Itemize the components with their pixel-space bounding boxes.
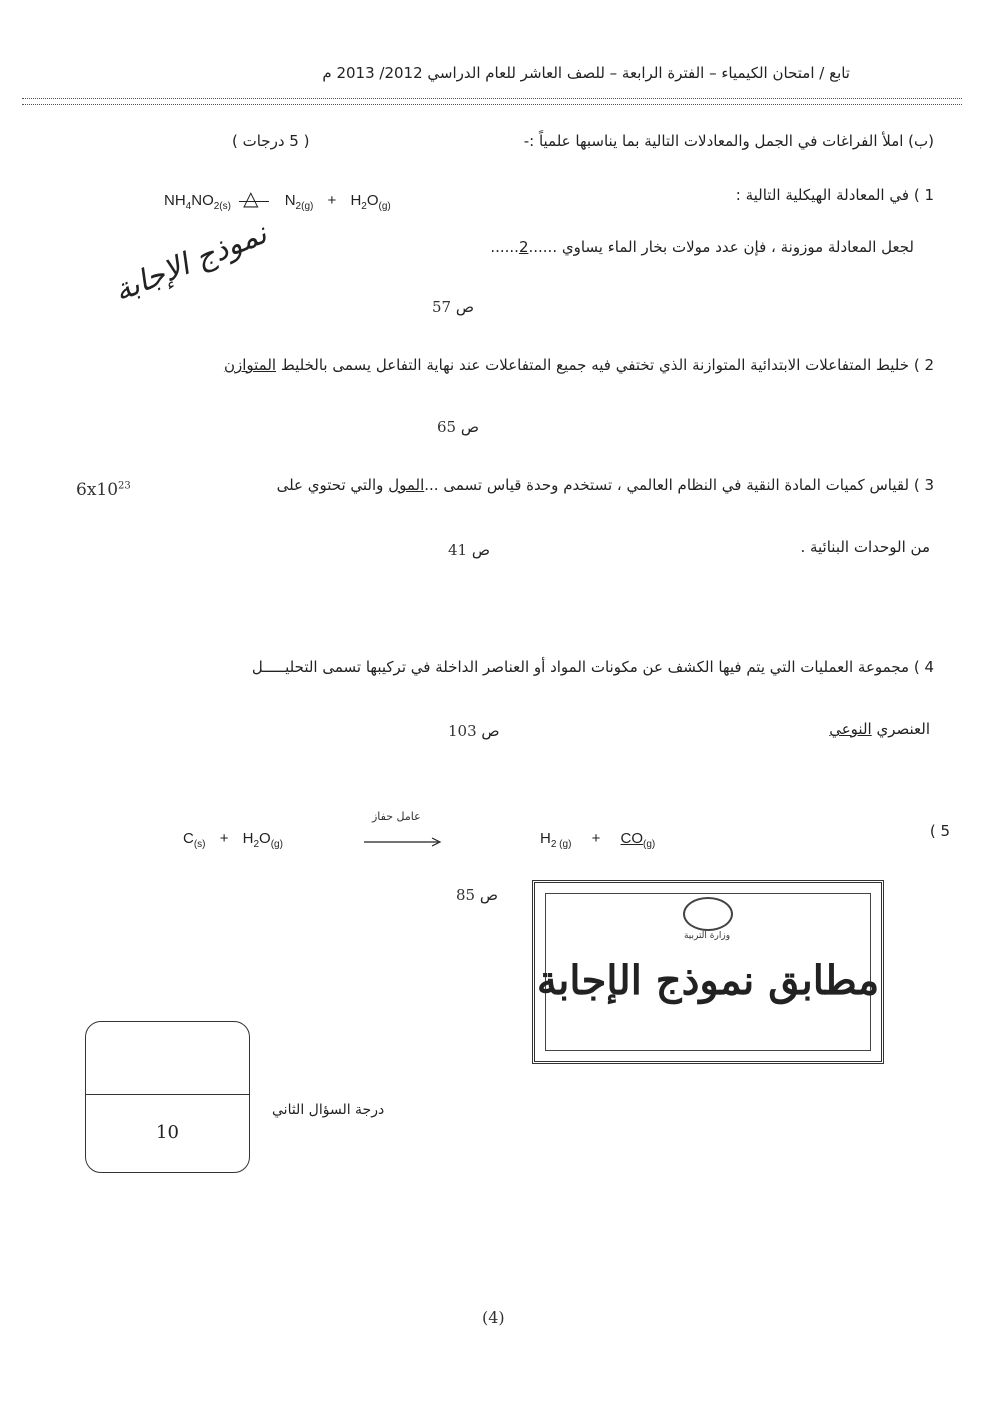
catalyst-label: عامل حفاز: [372, 810, 421, 823]
q2-text: [224, 356, 934, 374]
q5-products: [540, 830, 655, 850]
page-ref-number: 65: [437, 418, 457, 436]
q5-reactants: [183, 830, 283, 850]
section-title: (ب) املأ الفراغات في الجمل والمعادلات التالية بما يناسبها علمياً :-: [523, 132, 934, 150]
page-ref-number: 41: [448, 541, 468, 559]
q5-answer: CO: [620, 830, 644, 847]
grade-label: درجة السؤال الثاني: [272, 1102, 385, 1118]
page-ref-label: ص: [455, 298, 475, 316]
eq-sub: 2: [253, 839, 260, 850]
q3-line2: من الوحدات البنائية .: [800, 538, 930, 556]
q4-answer: النوعي: [829, 720, 872, 738]
stamp-ministry: وزارة التربية: [683, 931, 731, 941]
q1-page-ref: [432, 298, 474, 316]
q1-number: 1 ): [913, 186, 934, 204]
eq-plus: +: [327, 192, 337, 209]
stamp-text: مطابق نموذج الإجابة: [536, 957, 880, 1004]
eq-reactant: C: [183, 830, 194, 847]
page-ref-label: ص: [481, 722, 500, 740]
header-rule: [22, 98, 962, 99]
page-ref-label: ص: [460, 418, 480, 436]
reaction-arrow-line: [239, 201, 269, 202]
eq-reactant: NH: [164, 192, 186, 209]
heat-triangle-icon: △: [243, 188, 259, 210]
q1-blank-trail: ......: [490, 238, 519, 256]
avogadro-number: [76, 480, 131, 500]
q3-page-ref: [448, 541, 490, 559]
grade-divider: [86, 1094, 249, 1095]
section-marks: ( 5 درجات ): [232, 132, 310, 150]
eq-product: H: [540, 830, 551, 847]
page-number: (4): [482, 1308, 505, 1327]
q2-number: 2 ): [913, 356, 934, 374]
q3-text: [277, 476, 934, 494]
answer-model-handwritten: نموذج الإجابة: [109, 216, 272, 309]
eq-sub: (g): [378, 201, 391, 212]
q1-blank-text: لجعل المعادلة موزونة ، فإن عدد مولات بخار الماء يساوي ......: [528, 238, 914, 256]
grade-value: 10: [156, 1122, 179, 1143]
official-stamp: [532, 880, 884, 1064]
header-rule-2: [22, 104, 962, 105]
eq-product: H: [350, 192, 362, 209]
q1-text: [736, 186, 934, 204]
q3-number: 3 ): [913, 476, 934, 494]
grade-box: [85, 1021, 250, 1173]
q3-statement-2: والتي تحتوي على: [276, 476, 384, 494]
eq-product-part: O: [366, 192, 379, 209]
q4-line2: [829, 720, 930, 738]
q1-equation: [164, 186, 391, 212]
q2-page-ref: [437, 418, 479, 436]
eq-sub: 2 (g): [550, 839, 572, 850]
emblem-icon: [683, 897, 733, 931]
q4-number: 4 ): [913, 658, 934, 676]
eq-sub: (g): [643, 839, 656, 850]
q5-page-ref: [456, 886, 498, 904]
q1-line2: [490, 238, 914, 256]
q2-statement: خليط المتفاعلات الابتدائية المتوازنة الذي تختفي فيه جميع المتفاعلات عند نهاية التفاعل يسمى بالخليط: [280, 356, 910, 374]
q1-statement: في المعادلة الهيكلية التالية :: [735, 186, 910, 204]
page-ref-number: 85: [456, 886, 476, 904]
eq-plus: +: [591, 830, 601, 847]
eq-product: N: [284, 192, 296, 209]
eq-reactant: H: [242, 830, 254, 847]
avogadro-exponent: 23: [118, 480, 131, 492]
q5-number: 5 ): [929, 822, 950, 840]
q3-answer: المول: [388, 476, 425, 494]
page-ref-number: 57: [432, 298, 452, 316]
page-ref-label: ص: [471, 541, 491, 559]
q3-statement: لقياس كميات المادة النقية في النظام العالمي ، تستخدم وحدة قياس تسمى ...: [424, 476, 910, 494]
q2-answer: المتوازن: [223, 356, 277, 374]
exam-header: تابع / امتحان الكيمياء – الفترة الرابعة – للصف العاشر للعام الدراسي 2012/ 2013 م: [322, 64, 850, 82]
q4-prefix: العنصري: [876, 720, 930, 738]
reaction-arrow: [362, 836, 444, 848]
eq-plus: +: [219, 830, 229, 847]
eq-sub: 2(s): [213, 201, 231, 212]
avogadro-base: 6x10: [76, 480, 119, 500]
eq-reactant-part: O: [259, 830, 271, 847]
q4-text: [252, 658, 934, 676]
eq-sub: (g): [270, 839, 283, 850]
eq-reactant-part: NO: [191, 192, 214, 209]
q4-page-ref: [448, 722, 500, 740]
q1-answer: 2: [518, 238, 529, 256]
eq-sub: 2(g): [295, 201, 314, 212]
q4-statement: مجموعة العمليات التي يتم فيها الكشف عن مكونات المواد أو العناصر الداخلة في تركيبها تسمى التحليـــــل: [251, 658, 910, 676]
eq-sub: (s): [193, 839, 206, 850]
eq-sub: 4: [185, 201, 192, 212]
page-ref-label: ص: [479, 886, 499, 904]
eq-sub: 2: [361, 201, 367, 212]
page-ref-number: 103: [448, 722, 477, 740]
